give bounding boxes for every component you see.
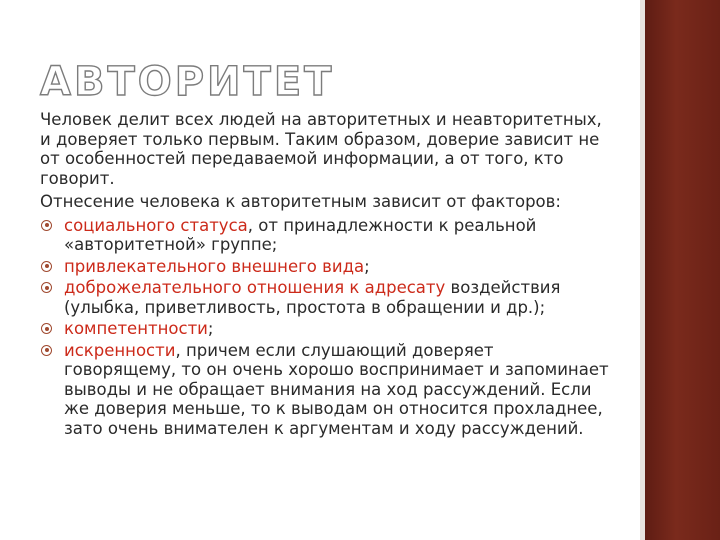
factor-text: ; (364, 256, 370, 276)
factor-highlight: компетентности (64, 319, 208, 338)
factor-highlight: искренности (64, 340, 176, 360)
decorative-side-band (640, 0, 720, 540)
slide-title: АВТОРИТЕТ (40, 59, 335, 105)
factor-highlight: доброжелательного отношения к адресату (64, 278, 446, 297)
circle-bullet-icon (41, 220, 52, 231)
factor-text: , от принадлежности к реальной «авторитетной» группе; (64, 215, 537, 254)
list-item (40, 319, 610, 339)
factor-highlight: привлекательного внешнего вида (64, 256, 365, 276)
circle-bullet-icon (41, 261, 52, 272)
factor-list (40, 216, 610, 439)
list-item (40, 341, 610, 439)
list-item (40, 216, 610, 255)
factor-text: ; (207, 319, 214, 338)
list-item (40, 278, 610, 317)
slide-content (40, 110, 610, 440)
factor-highlight: социального статуса (64, 215, 248, 235)
factors-lead: Отнесение человека к авторитетным зависит от факторов: (40, 192, 561, 211)
list-item (40, 257, 610, 277)
factor-text: воздействия (улыбка, приветливость, простота в обращении и др.); (64, 278, 561, 317)
circle-bullet-icon (41, 282, 52, 293)
factor-text: , причем если слушающий доверяет говорящему, то он очень хорошо воспринимает и запоминает выводы и не обращает внимания на ход рассуждений. Если же доверия меньше, то к выводам он относится прохладнее, зато очень внимателен к аргументам и ходу рассуждений. (64, 340, 609, 438)
circle-bullet-icon (41, 345, 52, 356)
intro-paragraph: Человек делит всех людей на авторитетных и неавторитетных, и доверяет только первым. Таким образом, доверие зависит не от особенностей передаваемой информации, а от того, кто говорит. (40, 110, 602, 188)
circle-bullet-icon (41, 323, 52, 334)
